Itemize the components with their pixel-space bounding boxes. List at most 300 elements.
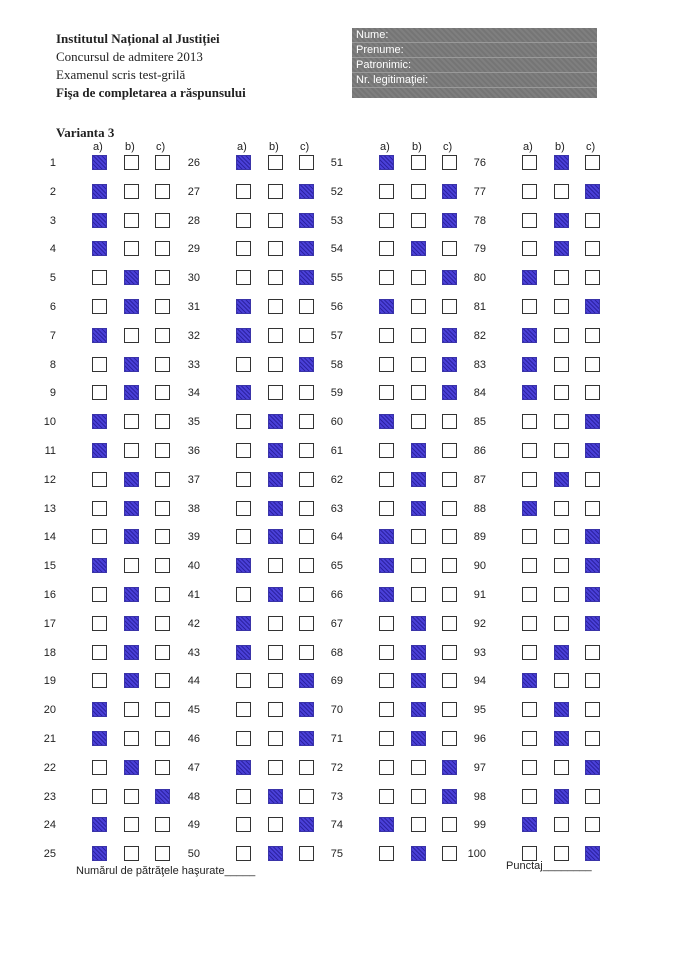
answer-checkbox-a[interactable]: [236, 443, 251, 458]
answer-checkbox-c[interactable]: [585, 645, 600, 660]
answer-checkbox-a[interactable]: [522, 789, 537, 804]
answer-checkbox-a[interactable]: [379, 558, 394, 573]
answer-checkbox-c[interactable]: [155, 673, 170, 688]
answer-checkbox-c[interactable]: [442, 385, 457, 400]
answer-checkbox-a[interactable]: [522, 616, 537, 631]
answer-checkbox-b[interactable]: [124, 673, 139, 688]
answer-checkbox-c[interactable]: [155, 155, 170, 170]
answer-checkbox-b[interactable]: [268, 213, 283, 228]
marked-count-blank[interactable]: _____: [224, 865, 256, 877]
answer-checkbox-a[interactable]: [379, 213, 394, 228]
answer-checkbox-b[interactable]: [411, 184, 426, 199]
answer-checkbox-a[interactable]: [92, 213, 107, 228]
answer-checkbox-c[interactable]: [442, 760, 457, 775]
answer-checkbox-a[interactable]: [92, 789, 107, 804]
answer-checkbox-b[interactable]: [554, 558, 569, 573]
answer-checkbox-a[interactable]: [379, 817, 394, 832]
answer-checkbox-c[interactable]: [585, 702, 600, 717]
answer-checkbox-b[interactable]: [268, 817, 283, 832]
answer-checkbox-a[interactable]: [379, 443, 394, 458]
answer-checkbox-a[interactable]: [379, 299, 394, 314]
answer-checkbox-a[interactable]: [379, 184, 394, 199]
answer-checkbox-b[interactable]: [124, 328, 139, 343]
answer-checkbox-a[interactable]: [92, 731, 107, 746]
answer-checkbox-c[interactable]: [585, 501, 600, 516]
answer-checkbox-a[interactable]: [92, 817, 107, 832]
answer-checkbox-a[interactable]: [236, 155, 251, 170]
answer-checkbox-a[interactable]: [522, 270, 537, 285]
answer-checkbox-c[interactable]: [155, 846, 170, 861]
answer-checkbox-a[interactable]: [92, 501, 107, 516]
answer-checkbox-a[interactable]: [522, 414, 537, 429]
answer-checkbox-c[interactable]: [442, 414, 457, 429]
answer-checkbox-a[interactable]: [236, 328, 251, 343]
answer-checkbox-b[interactable]: [268, 673, 283, 688]
answer-checkbox-a[interactable]: [92, 702, 107, 717]
answer-checkbox-c[interactable]: [299, 529, 314, 544]
answer-checkbox-a[interactable]: [522, 731, 537, 746]
answer-checkbox-a[interactable]: [379, 673, 394, 688]
answer-checkbox-c[interactable]: [585, 155, 600, 170]
answer-checkbox-b[interactable]: [124, 241, 139, 256]
answer-checkbox-a[interactable]: [236, 789, 251, 804]
answer-checkbox-a[interactable]: [379, 501, 394, 516]
answer-checkbox-a[interactable]: [236, 702, 251, 717]
answer-checkbox-c[interactable]: [155, 789, 170, 804]
answer-checkbox-c[interactable]: [299, 702, 314, 717]
answer-checkbox-a[interactable]: [379, 414, 394, 429]
answer-checkbox-a[interactable]: [236, 357, 251, 372]
answer-checkbox-c[interactable]: [299, 789, 314, 804]
answer-checkbox-a[interactable]: [522, 501, 537, 516]
answer-checkbox-a[interactable]: [92, 184, 107, 199]
answer-checkbox-b[interactable]: [554, 587, 569, 602]
answer-checkbox-b[interactable]: [124, 155, 139, 170]
answer-checkbox-b[interactable]: [411, 213, 426, 228]
answer-checkbox-b[interactable]: [411, 270, 426, 285]
answer-checkbox-b[interactable]: [411, 241, 426, 256]
answer-checkbox-b[interactable]: [554, 328, 569, 343]
answer-checkbox-c[interactable]: [585, 414, 600, 429]
answer-checkbox-c[interactable]: [155, 645, 170, 660]
answer-checkbox-c[interactable]: [585, 558, 600, 573]
answer-checkbox-b[interactable]: [268, 760, 283, 775]
answer-checkbox-b[interactable]: [268, 414, 283, 429]
answer-checkbox-c[interactable]: [299, 501, 314, 516]
answer-checkbox-b[interactable]: [554, 846, 569, 861]
answer-checkbox-a[interactable]: [236, 241, 251, 256]
answer-checkbox-a[interactable]: [236, 213, 251, 228]
answer-checkbox-b[interactable]: [124, 846, 139, 861]
answer-checkbox-b[interactable]: [411, 414, 426, 429]
answer-checkbox-c[interactable]: [442, 789, 457, 804]
answer-checkbox-b[interactable]: [268, 529, 283, 544]
answer-checkbox-c[interactable]: [442, 529, 457, 544]
answer-checkbox-a[interactable]: [522, 299, 537, 314]
score-blank[interactable]: ________: [542, 860, 592, 872]
answer-checkbox-b[interactable]: [124, 616, 139, 631]
answer-checkbox-b[interactable]: [268, 846, 283, 861]
answer-checkbox-c[interactable]: [299, 731, 314, 746]
answer-checkbox-b[interactable]: [124, 270, 139, 285]
answer-checkbox-a[interactable]: [522, 443, 537, 458]
answer-checkbox-b[interactable]: [554, 731, 569, 746]
answer-checkbox-b[interactable]: [411, 385, 426, 400]
identity-field-id-number[interactable]: Nr. legitimaţiei:: [352, 73, 597, 88]
answer-checkbox-a[interactable]: [522, 760, 537, 775]
answer-checkbox-b[interactable]: [554, 702, 569, 717]
answer-checkbox-c[interactable]: [299, 414, 314, 429]
answer-checkbox-b[interactable]: [554, 789, 569, 804]
answer-checkbox-c[interactable]: [155, 328, 170, 343]
answer-checkbox-c[interactable]: [155, 213, 170, 228]
answer-checkbox-c[interactable]: [299, 270, 314, 285]
answer-checkbox-a[interactable]: [522, 558, 537, 573]
answer-checkbox-b[interactable]: [268, 443, 283, 458]
identity-field-name[interactable]: Nume:: [352, 28, 597, 43]
answer-checkbox-b[interactable]: [411, 702, 426, 717]
answer-checkbox-c[interactable]: [442, 328, 457, 343]
answer-checkbox-a[interactable]: [236, 673, 251, 688]
answer-checkbox-c[interactable]: [585, 184, 600, 199]
answer-checkbox-c[interactable]: [299, 558, 314, 573]
answer-checkbox-a[interactable]: [92, 328, 107, 343]
answer-checkbox-b[interactable]: [124, 587, 139, 602]
answer-checkbox-c[interactable]: [299, 299, 314, 314]
answer-checkbox-b[interactable]: [268, 241, 283, 256]
answer-checkbox-b[interactable]: [124, 645, 139, 660]
answer-checkbox-c[interactable]: [299, 472, 314, 487]
answer-checkbox-b[interactable]: [554, 385, 569, 400]
answer-checkbox-c[interactable]: [442, 702, 457, 717]
answer-checkbox-a[interactable]: [522, 241, 537, 256]
answer-checkbox-b[interactable]: [554, 241, 569, 256]
answer-checkbox-a[interactable]: [379, 529, 394, 544]
answer-checkbox-a[interactable]: [522, 472, 537, 487]
answer-checkbox-a[interactable]: [92, 645, 107, 660]
answer-checkbox-c[interactable]: [442, 846, 457, 861]
answer-checkbox-a[interactable]: [522, 587, 537, 602]
answer-checkbox-a[interactable]: [379, 385, 394, 400]
answer-checkbox-c[interactable]: [442, 443, 457, 458]
answer-checkbox-a[interactable]: [92, 357, 107, 372]
answer-checkbox-c[interactable]: [442, 472, 457, 487]
answer-checkbox-c[interactable]: [155, 702, 170, 717]
answer-checkbox-c[interactable]: [155, 443, 170, 458]
answer-checkbox-a[interactable]: [236, 846, 251, 861]
answer-checkbox-b[interactable]: [124, 184, 139, 199]
answer-checkbox-b[interactable]: [554, 760, 569, 775]
answer-checkbox-c[interactable]: [299, 817, 314, 832]
answer-checkbox-c[interactable]: [155, 501, 170, 516]
answer-checkbox-b[interactable]: [554, 299, 569, 314]
answer-checkbox-a[interactable]: [379, 760, 394, 775]
answer-checkbox-a[interactable]: [522, 213, 537, 228]
answer-checkbox-b[interactable]: [268, 645, 283, 660]
answer-checkbox-a[interactable]: [522, 529, 537, 544]
answer-checkbox-a[interactable]: [379, 702, 394, 717]
answer-checkbox-b[interactable]: [124, 760, 139, 775]
answer-checkbox-b[interactable]: [411, 357, 426, 372]
answer-checkbox-b[interactable]: [554, 529, 569, 544]
answer-checkbox-c[interactable]: [585, 213, 600, 228]
answer-checkbox-a[interactable]: [92, 443, 107, 458]
answer-checkbox-c[interactable]: [585, 299, 600, 314]
answer-checkbox-a[interactable]: [379, 472, 394, 487]
answer-checkbox-a[interactable]: [236, 558, 251, 573]
answer-checkbox-b[interactable]: [268, 385, 283, 400]
answer-checkbox-c[interactable]: [442, 616, 457, 631]
answer-checkbox-b[interactable]: [268, 472, 283, 487]
answer-checkbox-c[interactable]: [442, 501, 457, 516]
answer-checkbox-a[interactable]: [379, 357, 394, 372]
answer-checkbox-a[interactable]: [236, 414, 251, 429]
answer-checkbox-a[interactable]: [522, 673, 537, 688]
answer-checkbox-c[interactable]: [442, 587, 457, 602]
answer-checkbox-c[interactable]: [585, 731, 600, 746]
answer-checkbox-b[interactable]: [124, 501, 139, 516]
answer-checkbox-c[interactable]: [585, 443, 600, 458]
answer-checkbox-a[interactable]: [379, 645, 394, 660]
answer-checkbox-a[interactable]: [236, 385, 251, 400]
answer-checkbox-c[interactable]: [155, 558, 170, 573]
answer-checkbox-c[interactable]: [585, 357, 600, 372]
answer-checkbox-b[interactable]: [554, 443, 569, 458]
answer-checkbox-b[interactable]: [411, 155, 426, 170]
answer-checkbox-a[interactable]: [236, 299, 251, 314]
answer-checkbox-a[interactable]: [92, 270, 107, 285]
answer-checkbox-a[interactable]: [92, 673, 107, 688]
answer-checkbox-c[interactable]: [585, 472, 600, 487]
answer-checkbox-c[interactable]: [299, 587, 314, 602]
answer-checkbox-c[interactable]: [299, 673, 314, 688]
answer-checkbox-a[interactable]: [92, 760, 107, 775]
answer-checkbox-b[interactable]: [268, 328, 283, 343]
answer-checkbox-c[interactable]: [155, 616, 170, 631]
answer-checkbox-a[interactable]: [522, 328, 537, 343]
answer-checkbox-a[interactable]: [92, 616, 107, 631]
answer-checkbox-b[interactable]: [124, 817, 139, 832]
answer-checkbox-b[interactable]: [268, 184, 283, 199]
answer-checkbox-b[interactable]: [411, 443, 426, 458]
answer-checkbox-c[interactable]: [155, 414, 170, 429]
answer-checkbox-b[interactable]: [554, 184, 569, 199]
answer-checkbox-b[interactable]: [124, 558, 139, 573]
answer-checkbox-c[interactable]: [585, 673, 600, 688]
answer-checkbox-c[interactable]: [299, 760, 314, 775]
answer-checkbox-b[interactable]: [411, 501, 426, 516]
answer-checkbox-c[interactable]: [155, 241, 170, 256]
answer-checkbox-b[interactable]: [268, 616, 283, 631]
answer-checkbox-b[interactable]: [268, 731, 283, 746]
answer-checkbox-a[interactable]: [236, 270, 251, 285]
answer-checkbox-b[interactable]: [268, 789, 283, 804]
answer-checkbox-c[interactable]: [299, 645, 314, 660]
answer-checkbox-b[interactable]: [124, 702, 139, 717]
answer-checkbox-c[interactable]: [155, 385, 170, 400]
answer-checkbox-a[interactable]: [92, 385, 107, 400]
answer-checkbox-a[interactable]: [522, 184, 537, 199]
answer-checkbox-b[interactable]: [411, 529, 426, 544]
answer-checkbox-a[interactable]: [236, 731, 251, 746]
answer-checkbox-a[interactable]: [236, 817, 251, 832]
answer-checkbox-b[interactable]: [411, 846, 426, 861]
answer-checkbox-c[interactable]: [155, 357, 170, 372]
answer-checkbox-a[interactable]: [379, 616, 394, 631]
answer-checkbox-c[interactable]: [155, 731, 170, 746]
answer-checkbox-b[interactable]: [411, 299, 426, 314]
answer-checkbox-a[interactable]: [236, 472, 251, 487]
answer-checkbox-c[interactable]: [155, 587, 170, 602]
answer-checkbox-c[interactable]: [299, 846, 314, 861]
answer-checkbox-c[interactable]: [155, 184, 170, 199]
answer-checkbox-a[interactable]: [92, 529, 107, 544]
answer-checkbox-b[interactable]: [554, 213, 569, 228]
answer-checkbox-c[interactable]: [442, 241, 457, 256]
answer-checkbox-b[interactable]: [124, 529, 139, 544]
answer-checkbox-c[interactable]: [442, 357, 457, 372]
answer-checkbox-b[interactable]: [554, 472, 569, 487]
answer-checkbox-b[interactable]: [411, 760, 426, 775]
answer-checkbox-a[interactable]: [379, 155, 394, 170]
answer-checkbox-b[interactable]: [268, 587, 283, 602]
answer-checkbox-b[interactable]: [411, 817, 426, 832]
answer-checkbox-a[interactable]: [522, 645, 537, 660]
answer-checkbox-a[interactable]: [236, 184, 251, 199]
answer-checkbox-c[interactable]: [585, 789, 600, 804]
answer-checkbox-c[interactable]: [155, 529, 170, 544]
identity-field-patronymic[interactable]: Patronimic:: [352, 58, 597, 73]
identity-field-surname[interactable]: Prenume:: [352, 43, 597, 58]
answer-checkbox-c[interactable]: [299, 155, 314, 170]
answer-checkbox-c[interactable]: [442, 155, 457, 170]
answer-checkbox-a[interactable]: [522, 817, 537, 832]
answer-checkbox-b[interactable]: [411, 472, 426, 487]
answer-checkbox-a[interactable]: [92, 472, 107, 487]
answer-checkbox-c[interactable]: [299, 241, 314, 256]
answer-checkbox-b[interactable]: [124, 357, 139, 372]
answer-checkbox-c[interactable]: [155, 760, 170, 775]
answer-checkbox-a[interactable]: [522, 846, 537, 861]
answer-checkbox-c[interactable]: [585, 760, 600, 775]
answer-checkbox-a[interactable]: [522, 385, 537, 400]
answer-checkbox-c[interactable]: [299, 328, 314, 343]
answer-checkbox-c[interactable]: [442, 673, 457, 688]
answer-checkbox-b[interactable]: [268, 702, 283, 717]
answer-checkbox-a[interactable]: [236, 645, 251, 660]
answer-checkbox-c[interactable]: [299, 385, 314, 400]
answer-checkbox-a[interactable]: [236, 587, 251, 602]
answer-checkbox-a[interactable]: [92, 414, 107, 429]
answer-checkbox-c[interactable]: [585, 270, 600, 285]
answer-checkbox-b[interactable]: [124, 213, 139, 228]
answer-checkbox-c[interactable]: [585, 385, 600, 400]
answer-checkbox-b[interactable]: [554, 270, 569, 285]
answer-checkbox-b[interactable]: [554, 673, 569, 688]
answer-checkbox-c[interactable]: [442, 213, 457, 228]
answer-checkbox-b[interactable]: [124, 385, 139, 400]
answer-checkbox-b[interactable]: [411, 731, 426, 746]
answer-checkbox-b[interactable]: [124, 414, 139, 429]
answer-checkbox-a[interactable]: [92, 587, 107, 602]
answer-checkbox-a[interactable]: [236, 501, 251, 516]
answer-checkbox-c[interactable]: [155, 817, 170, 832]
answer-checkbox-b[interactable]: [124, 443, 139, 458]
answer-checkbox-a[interactable]: [522, 357, 537, 372]
answer-checkbox-c[interactable]: [299, 184, 314, 199]
answer-checkbox-a[interactable]: [379, 731, 394, 746]
answer-checkbox-b[interactable]: [411, 673, 426, 688]
answer-checkbox-c[interactable]: [442, 270, 457, 285]
answer-checkbox-b[interactable]: [411, 328, 426, 343]
answer-checkbox-c[interactable]: [155, 299, 170, 314]
answer-checkbox-c[interactable]: [585, 529, 600, 544]
answer-checkbox-c[interactable]: [155, 472, 170, 487]
answer-checkbox-a[interactable]: [236, 529, 251, 544]
answer-checkbox-b[interactable]: [124, 472, 139, 487]
answer-checkbox-b[interactable]: [268, 501, 283, 516]
answer-checkbox-c[interactable]: [299, 357, 314, 372]
answer-checkbox-a[interactable]: [92, 558, 107, 573]
answer-checkbox-b[interactable]: [411, 645, 426, 660]
answer-checkbox-c[interactable]: [585, 846, 600, 861]
answer-checkbox-a[interactable]: [522, 155, 537, 170]
answer-checkbox-b[interactable]: [411, 558, 426, 573]
answer-checkbox-c[interactable]: [442, 184, 457, 199]
answer-checkbox-c[interactable]: [299, 213, 314, 228]
answer-checkbox-b[interactable]: [124, 299, 139, 314]
answer-checkbox-c[interactable]: [442, 731, 457, 746]
answer-checkbox-b[interactable]: [268, 155, 283, 170]
answer-checkbox-c[interactable]: [442, 299, 457, 314]
answer-checkbox-b[interactable]: [554, 645, 569, 660]
answer-checkbox-a[interactable]: [236, 616, 251, 631]
answer-checkbox-a[interactable]: [92, 846, 107, 861]
answer-checkbox-c[interactable]: [442, 645, 457, 660]
answer-checkbox-a[interactable]: [379, 789, 394, 804]
answer-checkbox-b[interactable]: [268, 270, 283, 285]
answer-checkbox-b[interactable]: [554, 501, 569, 516]
answer-checkbox-a[interactable]: [379, 241, 394, 256]
answer-checkbox-a[interactable]: [379, 270, 394, 285]
answer-checkbox-b[interactable]: [411, 789, 426, 804]
answer-checkbox-a[interactable]: [92, 155, 107, 170]
answer-checkbox-b[interactable]: [554, 357, 569, 372]
answer-checkbox-b[interactable]: [554, 616, 569, 631]
answer-checkbox-c[interactable]: [299, 616, 314, 631]
answer-checkbox-a[interactable]: [522, 702, 537, 717]
answer-checkbox-c[interactable]: [442, 558, 457, 573]
answer-checkbox-b[interactable]: [268, 357, 283, 372]
answer-checkbox-c[interactable]: [299, 443, 314, 458]
answer-checkbox-a[interactable]: [379, 587, 394, 602]
answer-checkbox-b[interactable]: [554, 414, 569, 429]
answer-checkbox-a[interactable]: [379, 846, 394, 861]
answer-checkbox-b[interactable]: [554, 155, 569, 170]
answer-checkbox-b[interactable]: [411, 587, 426, 602]
answer-checkbox-c[interactable]: [585, 616, 600, 631]
answer-checkbox-c[interactable]: [585, 817, 600, 832]
answer-checkbox-b[interactable]: [124, 731, 139, 746]
answer-checkbox-a[interactable]: [92, 241, 107, 256]
answer-checkbox-c[interactable]: [442, 817, 457, 832]
answer-checkbox-c[interactable]: [585, 241, 600, 256]
answer-checkbox-c[interactable]: [155, 270, 170, 285]
answer-checkbox-a[interactable]: [379, 328, 394, 343]
answer-checkbox-a[interactable]: [92, 299, 107, 314]
answer-checkbox-b[interactable]: [268, 299, 283, 314]
answer-checkbox-b[interactable]: [124, 789, 139, 804]
